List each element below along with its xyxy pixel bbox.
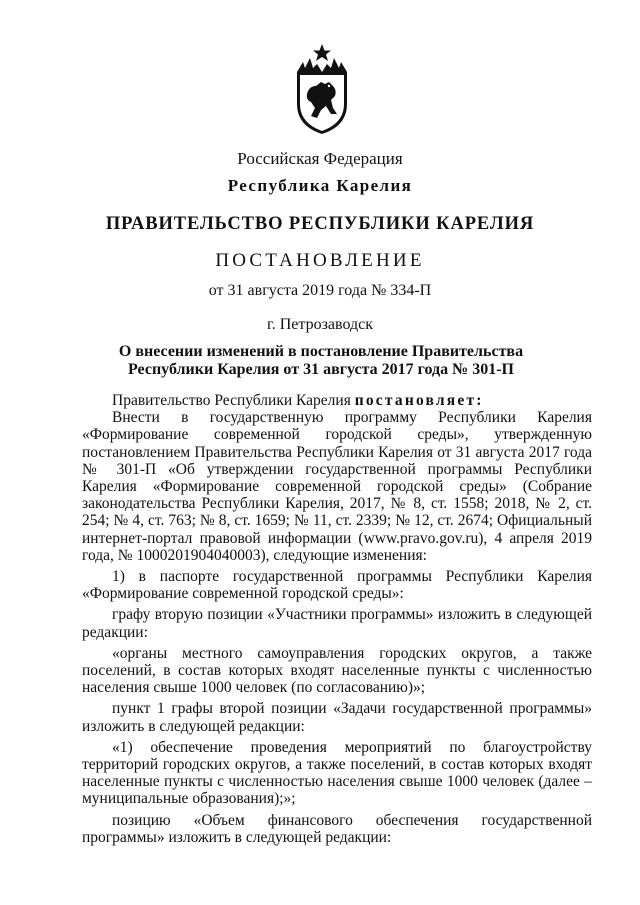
government-name: ПРАВИТЕЛЬСТВО РЕСПУБЛИКИ КАРЕЛИЯ — [105, 214, 535, 234]
document-title — [60, 343, 582, 379]
paragraph-participants: графу вторую позиции «Участники программы» изложить в следующей редакции: — [82, 606, 592, 641]
paragraph-participants-text: «органы местного самоуправления городских округов, а также поселений, в состав которых входят населенные пункты с численностью населения свыше 1000 человек (по согласованию)»; — [82, 644, 592, 697]
country-name: Российская Федерация — [237, 149, 403, 168]
paragraph-amendment: Внести в государственную программу Республики Карелия «Формирование современной городской среды», утвержденную постановлением Правительства Республики Карелия от 31 августа 2017 года № 301-П «Об утверждении государственной программы Республики Карелия «Формирование современной городской среды» (Собрание законодательства Республики Карелия, 2017, № 8, ст. 1558; 2018, № 2, ст. 254; № 4, ст. 763; № 8, ст. 1659; № 11, ст. 2339; № 12, ст. 2674; Официальный интернет-портал правовой информации (www.pravo.gov.ru), 4 апреля 2019 года, № 1000201904040003), следующие изменения: — [82, 409, 592, 564]
document-type: ПОСТАНОВЛЕНИЕ — [215, 250, 425, 271]
paragraph-funding: позицию «Объем финансового обеспечения государственной программы» изложить в следующей редакции: — [82, 811, 592, 846]
document-city: г. Петрозаводск — [266, 316, 374, 333]
intro-prefix: Правительство Республики Карелия — [112, 392, 355, 409]
republic-name: Республика Карелия — [227, 176, 413, 195]
intro-paragraph — [82, 392, 592, 409]
paragraph-tasks: пункт 1 графы второй позиции «Задачи государственной программы» изложить в следующей редакции: — [82, 700, 592, 735]
paragraph-passport: 1) в паспорте государственной программы Республики Карелия «Формирование современной городской среды»: — [82, 568, 592, 603]
karelia-coat-of-arms-icon — [293, 42, 351, 136]
document-date-number: от 31 августа 2019 года № 334-П — [208, 282, 432, 299]
title-line-2: Республики Карелия от 31 августа 2017 года № 301-П — [127, 361, 514, 378]
title-line-1: О внесении изменений в постановление Правительства — [118, 343, 524, 360]
intro-emphasis: постановляет: — [354, 392, 484, 409]
paragraph-tasks-text: «1) обеспечение проведения мероприятий по благоустройству территорий городских округов, а также поселений, в состав которых входят населенные пункты с численностью населения свыше 1000 человек (далее – муниципальные образования);»; — [82, 738, 592, 808]
document-body — [82, 392, 592, 850]
